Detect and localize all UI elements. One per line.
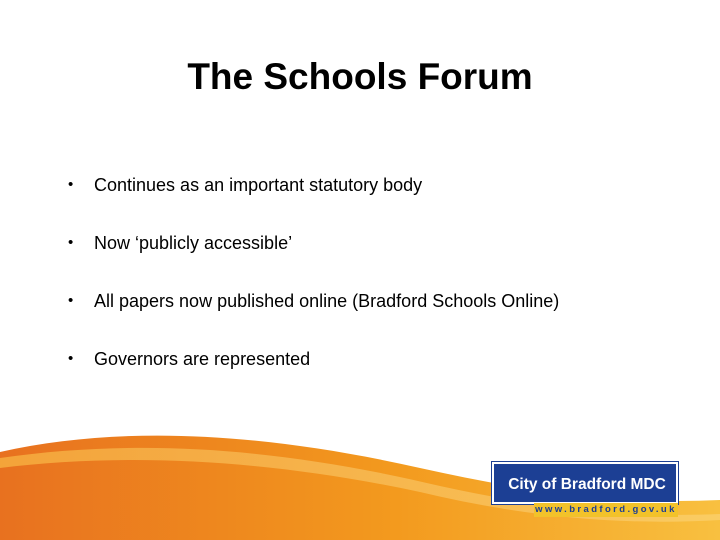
bullet-item <box>68 228 688 286</box>
bullet-dot-icon: • <box>68 350 74 367</box>
bullet-text: Now ‘publicly accessible’ <box>94 233 293 253</box>
bullet-text: All papers now published online (Bradford Schools Online) <box>94 291 560 311</box>
bradford-logo <box>492 462 678 516</box>
logo-url: www.bradford.gov.uk <box>535 504 677 515</box>
bullet-dot-icon: • <box>68 234 74 251</box>
logo-box <box>492 462 678 504</box>
bullet-item <box>68 344 688 402</box>
bullet-dot-icon: • <box>68 292 74 309</box>
bullet-text: Continues as an important statutory body <box>94 175 423 195</box>
bullet-item <box>68 286 688 344</box>
bullet-text: Governors are represented <box>94 349 311 369</box>
slide-title: The Schools Forum <box>187 56 533 97</box>
bullet-list <box>68 170 688 402</box>
bullet-dot-icon: • <box>68 176 74 193</box>
bullet-item <box>68 170 688 228</box>
logo-text: City of Bradford MDC <box>508 476 666 493</box>
